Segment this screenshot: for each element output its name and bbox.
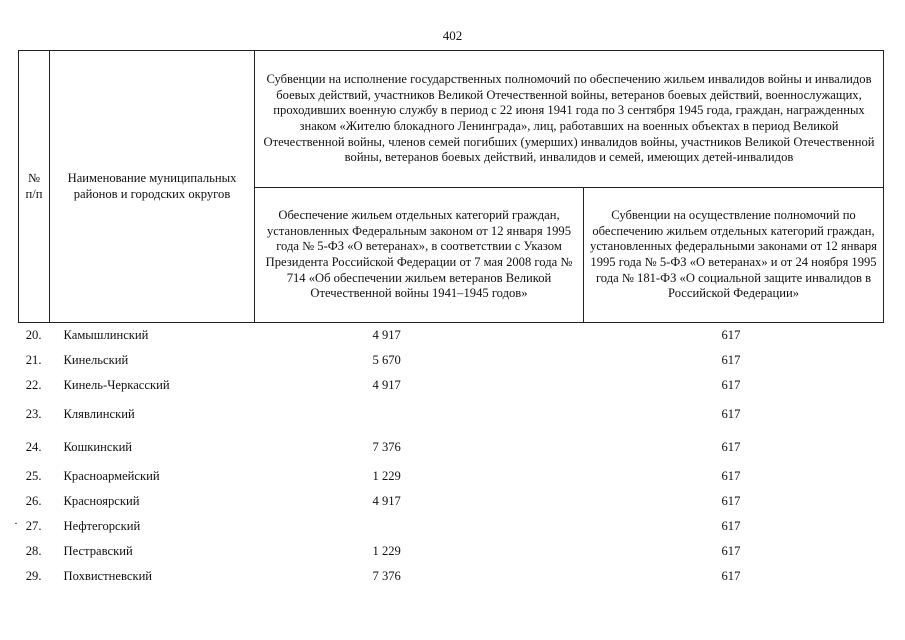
row-number: 21. bbox=[25, 352, 42, 367]
row-value-housing: 1 229 bbox=[372, 468, 401, 483]
row-number: 22. bbox=[25, 377, 42, 392]
row-number: 27. bbox=[25, 518, 42, 533]
row-value-housing: 1 229 bbox=[372, 543, 401, 558]
row-name: Красноармейский bbox=[63, 468, 160, 483]
row-value-housing bbox=[255, 514, 584, 539]
row-number: 23. bbox=[25, 406, 42, 421]
row-name: Кошкинский bbox=[63, 439, 133, 454]
page-number: 402 bbox=[442, 28, 463, 43]
table-row bbox=[19, 373, 884, 398]
row-number: 26. bbox=[25, 493, 42, 508]
table-row bbox=[19, 348, 884, 373]
row-value-housing: 7 376 bbox=[372, 568, 401, 583]
header-subcolumn-b-text: Субвенции на осуществление полномочий по обеспечению жильем отдельных категорий граждан, установленных федеральными законами от 12 января 1995 года № 5-ФЗ «О ветеранах» и от 24 ноября 1995 года № 181-ФЗ «О социальной защите инвалидов в Российской Федерации» bbox=[590, 208, 877, 301]
row-name: Кинельский bbox=[63, 352, 129, 367]
row-number: 28. bbox=[25, 543, 42, 558]
scan-mark: · bbox=[14, 516, 18, 530]
row-name: Клявлинский bbox=[63, 406, 135, 421]
row-value-subvention: 617 bbox=[721, 352, 741, 367]
table-row bbox=[19, 564, 884, 589]
row-number: 25. bbox=[25, 468, 42, 483]
row-value-subvention: 617 bbox=[721, 327, 741, 342]
row-value-housing: 7 376 bbox=[372, 439, 401, 454]
row-value-housing bbox=[255, 398, 584, 431]
row-number: 20. bbox=[25, 327, 42, 342]
row-value-housing: 4 917 bbox=[372, 493, 401, 508]
row-value-housing: 4 917 bbox=[372, 377, 401, 392]
row-value-subvention: 617 bbox=[721, 568, 741, 583]
header-name-label: Наименование муниципальных районов и городских округов bbox=[67, 170, 237, 201]
row-value-subvention: 617 bbox=[721, 439, 741, 454]
row-value-housing: 4 917 bbox=[372, 327, 401, 342]
header-subcolumn-b bbox=[584, 188, 884, 323]
table-row bbox=[19, 431, 884, 464]
table-row bbox=[19, 539, 884, 564]
row-name: Нефтегорский bbox=[63, 518, 141, 533]
header-group-title-text: Субвенции на исполнение государственных полномочий по обеспечению жильем инвалидов войны и инвалидов боевых действий, участников Великой Отечественной войны, ветеранов боевых действий, военнослужащих, проходивших военную службу в период с 22 июня 1941 года по 3 сентября 1945 года, граждан, награжденных знаком «Жителю блокадного Ленинграда», лиц, работавших на военных объектах в период Великой Отечественной войны, членов семей погибших (умерших) инвалидов войны, участников Великой Отечественной войны, ветеранов боевых действий, инвалидов и семей, имеющих детей-инвалидов bbox=[263, 72, 875, 165]
subventions-table bbox=[18, 50, 884, 589]
header-number bbox=[19, 51, 50, 323]
row-value-subvention: 617 bbox=[721, 377, 741, 392]
header-subcolumn-a bbox=[255, 188, 584, 323]
row-name: Кинель-Черкасский bbox=[63, 377, 170, 392]
row-name: Пестравский bbox=[63, 543, 133, 558]
row-value-subvention: 617 bbox=[721, 518, 741, 533]
table-row bbox=[19, 398, 884, 431]
row-value-subvention: 617 bbox=[721, 468, 741, 483]
table-row bbox=[19, 514, 884, 539]
table-row bbox=[19, 464, 884, 489]
row-value-subvention: 617 bbox=[721, 543, 741, 558]
row-value-subvention: 617 bbox=[721, 406, 741, 421]
table-row bbox=[19, 323, 884, 349]
row-number: 24. bbox=[25, 439, 42, 454]
row-number: 29. bbox=[25, 568, 42, 583]
header-name bbox=[50, 51, 255, 323]
header-subcolumn-a-text: Обеспечение жильем отдельных категорий граждан, установленных Федеральным законом от 12 января 1995 года № 5-ФЗ «О ветеранах», в соответствии с Указом Президента Российской Федерации от 7 мая 2008 года № 714 «Об обеспечении жильем ветеранов Великой Отечественной войны 1941–1945 годов» bbox=[265, 208, 573, 301]
row-name: Красноярский bbox=[63, 493, 140, 508]
header-number-label: № п/п bbox=[25, 170, 43, 201]
row-name: Камышлинский bbox=[63, 327, 149, 342]
row-value-subvention: 617 bbox=[721, 493, 741, 508]
row-name: Похвистневский bbox=[63, 568, 153, 583]
row-value-housing: 5 670 bbox=[372, 352, 401, 367]
header-group-title bbox=[255, 51, 884, 188]
table-row bbox=[19, 489, 884, 514]
